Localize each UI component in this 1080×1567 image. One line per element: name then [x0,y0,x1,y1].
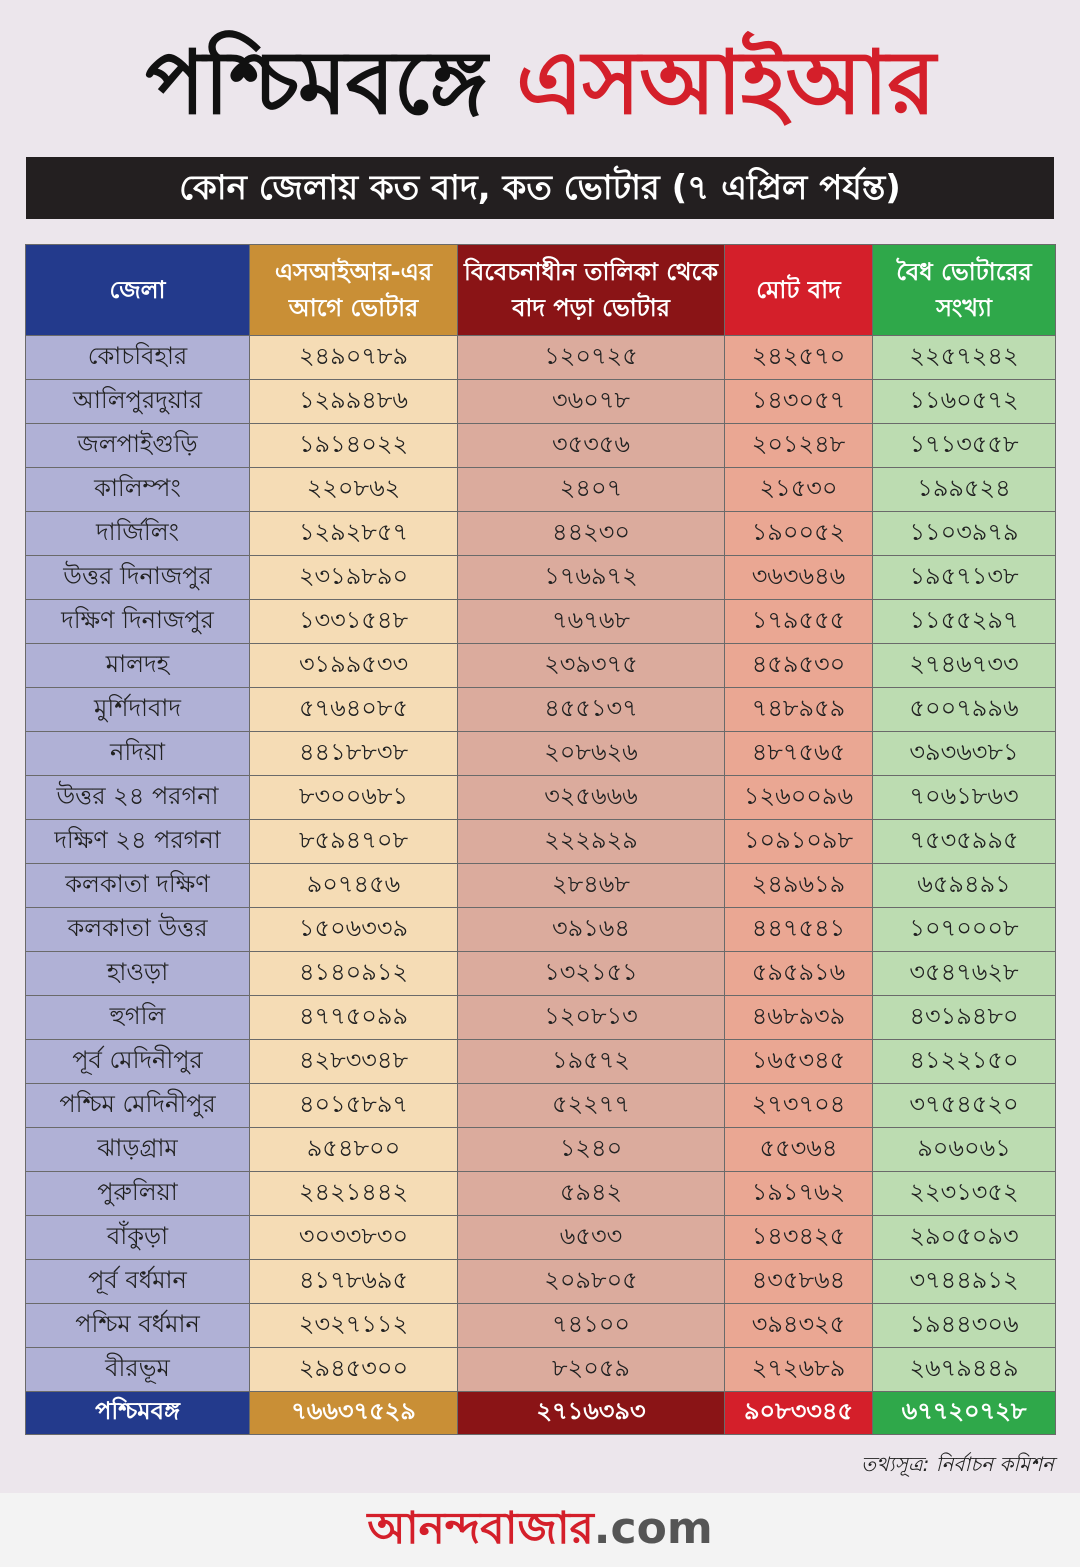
cell-voters-before: ১৫০৬৩৩৯ [250,908,458,952]
cell-total-removed: ১৪৩০৫৭ [725,380,873,424]
cell-valid-voters: ৬৫৯৪৯১ [873,864,1056,908]
table-row [26,1260,1056,1304]
cell-voters-before: ২৯৪৫৩০০ [250,1348,458,1392]
cell-excluded: ৩৬০৭৮ [458,380,725,424]
cell-valid-voters: ১০৭০০০৮ [873,908,1056,952]
cell-district: নদিয়া [26,732,250,776]
cell-valid-voters: ১৯৯৫২৪ [873,468,1056,512]
cell-voters-before: ২২০৮৬২ [250,468,458,512]
cell-voters-before: ৮৩০০৬৮১ [250,776,458,820]
cell-excluded: ৭৬৭৬৮ [458,600,725,644]
cell-excluded: ১২০৭২৫ [458,336,725,380]
cell-district: মালদহ [26,644,250,688]
cell-district: বাঁকুড়া [26,1216,250,1260]
cell-excluded: ১২০৮১৩ [458,996,725,1040]
cell-voters-before: ৩০৩৩৮৩০ [250,1216,458,1260]
table-row [26,864,1056,908]
cell-voters-before: ৪০১৫৮৯৭ [250,1084,458,1128]
header-district: জেলা [26,245,250,336]
table-row [26,380,1056,424]
cell-voters-before: ৪৭৭৫০৯৯ [250,996,458,1040]
cell-district: মুর্শিদাবাদ [26,688,250,732]
cell-valid-voters: ২২৫৭২৪২ [873,336,1056,380]
cell-valid-voters: ২২৩১৩৫২ [873,1172,1056,1216]
cell-district: কালিম্পং [26,468,250,512]
cell-total-removed: ১৯০০৫২ [725,512,873,556]
cell-district: দার্জিলিং [26,512,250,556]
table-row [26,1216,1056,1260]
cell-voters-before: ২৩১৯৮৯০ [250,556,458,600]
title-part-1: পশ্চিমবঙ্গে [145,31,517,134]
header-excluded-from-review: বিবেচনাধীন তালিকা থেকে বাদ পড়া ভোটার [458,245,725,336]
cell-valid-voters: ৩৭৫৪৫২০ [873,1084,1056,1128]
cell-excluded: ১২৪০ [458,1128,725,1172]
cell-excluded: ২৩৯৩৭৫ [458,644,725,688]
cell-valid-voters: ৪১২২১৫০ [873,1040,1056,1084]
cell-district: জলপাইগুড়ি [26,424,250,468]
cell-district: উত্তর দিনাজপুর [26,556,250,600]
cell-total-removed: ৪৩৫৮৬৪ [725,1260,873,1304]
table-row [26,732,1056,776]
cell-voters-before: ৪৪১৮৮৩৮ [250,732,458,776]
total-cell-district: পশ্চিমবঙ্গ [26,1392,250,1435]
cell-total-removed: ৫৫৩৬৪ [725,1128,873,1172]
table-row [26,556,1056,600]
cell-excluded: ৪৫৫১৩৭ [458,688,725,732]
cell-valid-voters: ১৭১৩৫৫৮ [873,424,1056,468]
cell-total-removed: ৫৯৫৯১৬ [725,952,873,996]
cell-total-removed: ৪৮৭৫৬৫ [725,732,873,776]
cell-voters-before: ৪১৪০৯১২ [250,952,458,996]
cell-voters-before: ৩১৯৯৫৩৩ [250,644,458,688]
cell-excluded: ৬৫৩৩ [458,1216,725,1260]
cell-total-removed: ২৭২৬৮৯ [725,1348,873,1392]
table-row [26,512,1056,556]
table-row [26,644,1056,688]
table-row [26,688,1056,732]
table-row [26,336,1056,380]
cell-total-removed: ৪৬৮৯৩৯ [725,996,873,1040]
table-row [26,424,1056,468]
cell-total-removed: ৭৪৮৯৫৯ [725,688,873,732]
cell-excluded: ৭৪১০০ [458,1304,725,1348]
cell-voters-before: ৫৭৬৪০৮৫ [250,688,458,732]
site-logo[interactable] [0,1499,1080,1559]
cell-voters-before: ২৪৯০৭৮৯ [250,336,458,380]
cell-excluded: ৩২৫৬৬৬ [458,776,725,820]
cell-voters-before: ১২৯২৮৫৭ [250,512,458,556]
cell-district: কলকাতা দক্ষিণ [26,864,250,908]
table-row [26,1304,1056,1348]
cell-voters-before: ২৩২৭১১২ [250,1304,458,1348]
cell-valid-voters: ১১০৩৯৭৯ [873,512,1056,556]
cell-valid-voters: ১৯৪৪৩০৬ [873,1304,1056,1348]
cell-excluded: ১৩২১৫১ [458,952,725,996]
header-valid-voters: বৈধ ভোটারের সংখ্যা [873,245,1056,336]
cell-total-removed: ৪৫৯৫৩০ [725,644,873,688]
cell-excluded: ৫২২৭৭ [458,1084,725,1128]
cell-excluded: ৩৫৩৫৬ [458,424,725,468]
cell-voters-before: ৪১৭৮৬৯৫ [250,1260,458,1304]
cell-valid-voters: ২৭৪৬৭৩৩ [873,644,1056,688]
table-row [26,952,1056,996]
cell-district: পূর্ব মেদিনীপুর [26,1040,250,1084]
cell-total-removed: ১২৬০০৯৬ [725,776,873,820]
cell-excluded: ২৪০৭ [458,468,725,512]
cell-district: কোচবিহার [26,336,250,380]
table-row [26,600,1056,644]
table-row [26,776,1056,820]
cell-valid-voters: ৪৩১৯৪৮০ [873,996,1056,1040]
cell-valid-voters: ৭৫৩৫৯৯৫ [873,820,1056,864]
cell-district: পুরুলিয়া [26,1172,250,1216]
cell-valid-voters: ১৯৫৭১৩৮ [873,556,1056,600]
source-note: তথ্যসূত্র: নির্বাচন কমিশন [860,1452,1054,1476]
cell-valid-voters: ৩৫৪৭৬২৮ [873,952,1056,996]
cell-total-removed: ২৪৯৬১৯ [725,864,873,908]
table-row [26,908,1056,952]
cell-district: উত্তর ২৪ পরগনা [26,776,250,820]
cell-total-removed: ৪৪৭৫৪১ [725,908,873,952]
cell-total-removed: ৩৯৪৩২৫ [725,1304,873,1348]
table-row [26,1172,1056,1216]
total-cell-total-removed: ৯০৮৩৩৪৫ [725,1392,873,1435]
cell-excluded: ২৮৪৬৮ [458,864,725,908]
cell-valid-voters: ২৬৭৯৪৪৯ [873,1348,1056,1392]
voter-table [25,244,1056,1435]
cell-valid-voters: ৫০০৭৯৯৬ [873,688,1056,732]
subtitle-banner: কোন জেলায় কত বাদ, কত ভোটার (৭ এপ্রিল পর্যন্ত) [26,157,1054,219]
cell-valid-voters: ১১৬০৫৭২ [873,380,1056,424]
logo-suffix: .com [593,1503,713,1554]
cell-total-removed: ১৬৫৩৪৫ [725,1040,873,1084]
cell-total-removed: ১৯১৭৬২ [725,1172,873,1216]
cell-valid-voters: ৭০৬১৮৬৩ [873,776,1056,820]
table-row [26,1348,1056,1392]
table-row [26,1084,1056,1128]
cell-district: দক্ষিণ ২৪ পরগনা [26,820,250,864]
table-row [26,996,1056,1040]
cell-valid-voters: ১১৫৫২৯৭ [873,600,1056,644]
cell-valid-voters: ৩৭৪৪৯১২ [873,1260,1056,1304]
cell-valid-voters: ৯০৬০৬১ [873,1128,1056,1172]
cell-voters-before: ৮৫৯৪৭০৮ [250,820,458,864]
cell-total-removed: ২৭৩৭০৪ [725,1084,873,1128]
cell-total-removed: ১৭৯৫৫৫ [725,600,873,644]
cell-excluded: ১৭৬৯৭২ [458,556,725,600]
table-total-row [26,1392,1056,1435]
cell-district: হাওড়া [26,952,250,996]
cell-district: পশ্চিম বর্ধমান [26,1304,250,1348]
header-voters-before: এসআইআর-এর আগে ভোটার [250,245,458,336]
cell-excluded: ২২২৯২৯ [458,820,725,864]
cell-excluded: ২০৮৬২৬ [458,732,725,776]
cell-district: পূর্ব বর্ধমান [26,1260,250,1304]
cell-excluded: ৫৯৪২ [458,1172,725,1216]
cell-district: আলিপুরদুয়ার [26,380,250,424]
cell-district: কলকাতা উত্তর [26,908,250,952]
cell-total-removed: ১০৯১০৯৮ [725,820,873,864]
cell-district: দক্ষিণ দিনাজপুর [26,600,250,644]
footer [0,1493,1080,1567]
cell-district: বীরভূম [26,1348,250,1392]
cell-voters-before: ১৩৩১৫৪৮ [250,600,458,644]
total-cell-valid-voters: ৬৭৭২০৭২৮ [873,1392,1056,1435]
cell-total-removed: ৩৬৩৬৪৬ [725,556,873,600]
cell-valid-voters: ২৯০৫০৯৩ [873,1216,1056,1260]
cell-excluded: ১৯৫৭২ [458,1040,725,1084]
table-row [26,820,1056,864]
total-cell-voters-before: ৭৬৬৩৭৫২৯ [250,1392,458,1435]
table-row [26,1040,1056,1084]
total-cell-excluded: ২৭১৬৩৯৩ [458,1392,725,1435]
cell-excluded: ৮২০৫৯ [458,1348,725,1392]
cell-excluded: ৩৯১৬৪ [458,908,725,952]
cell-voters-before: ৯৫৪৮০০ [250,1128,458,1172]
cell-total-removed: ১৪৩৪২৫ [725,1216,873,1260]
table-row [26,1128,1056,1172]
cell-total-removed: ২৪২৫৭০ [725,336,873,380]
cell-excluded: ৪৪২৩০ [458,512,725,556]
cell-total-removed: ২১৫৩০ [725,468,873,512]
cell-voters-before: ২৪২১৪৪২ [250,1172,458,1216]
table-row [26,468,1056,512]
cell-valid-voters: ৩৯৩৬৩৮১ [873,732,1056,776]
page-title [0,18,1080,148]
cell-district: হুগলি [26,996,250,1040]
cell-total-removed: ২০১২৪৮ [725,424,873,468]
cell-voters-before: ৪২৮৩৩৪৮ [250,1040,458,1084]
table-header-row [26,245,1056,336]
logo-main: আনন্দবাজার [367,1503,594,1554]
cell-district: পশ্চিম মেদিনীপুর [26,1084,250,1128]
title-part-2: এসআইআর [516,31,935,134]
header-total-removed: মোট বাদ [725,245,873,336]
cell-voters-before: ১৯১৪০২২ [250,424,458,468]
cell-voters-before: ৯০৭৪৫৬ [250,864,458,908]
cell-district: ঝাড়গ্রাম [26,1128,250,1172]
cell-excluded: ২০৯৮০৫ [458,1260,725,1304]
cell-voters-before: ১২৯৯৪৮৬ [250,380,458,424]
